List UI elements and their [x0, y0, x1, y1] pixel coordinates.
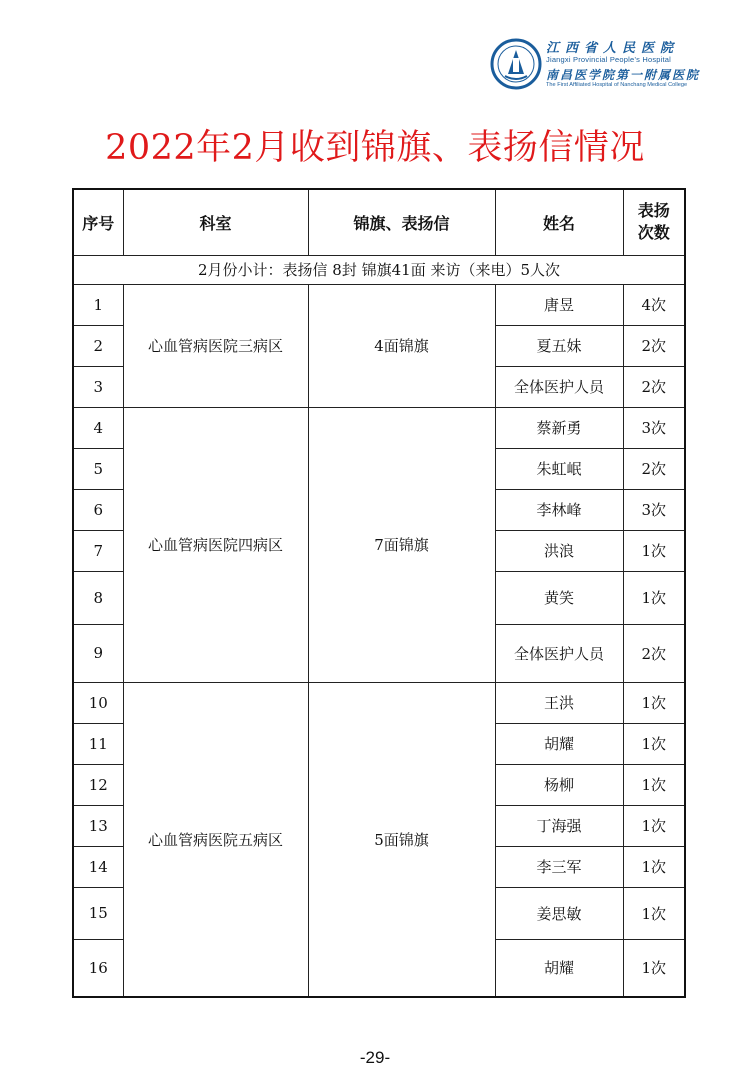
count-cell: 2次	[623, 624, 685, 682]
name-cell: 胡耀	[495, 939, 623, 997]
table-header-row	[73, 189, 685, 255]
row-index: 4	[73, 407, 123, 448]
count-cell: 2次	[623, 325, 685, 366]
row-index: 1	[73, 284, 123, 325]
row-index: 9	[73, 624, 123, 682]
header-count	[623, 189, 685, 255]
count-cell: 4次	[623, 284, 685, 325]
awards-table	[72, 188, 686, 998]
row-index: 3	[73, 366, 123, 407]
name-cell: 丁海强	[495, 805, 623, 846]
hospital-logo	[490, 36, 730, 94]
row-index: 16	[73, 939, 123, 997]
page-number: -29-	[359, 1048, 391, 1067]
name-cell: 全体医护人员	[495, 366, 623, 407]
logo-chinese-name: 江西省人民医院	[546, 41, 680, 56]
table-body	[73, 255, 685, 997]
name-cell: 李三军	[495, 846, 623, 887]
count-cell: 1次	[623, 682, 685, 723]
name-cell: 黄笑	[495, 571, 623, 624]
count-cell: 3次	[623, 407, 685, 448]
logo-english-name: Jiangxi Provincial People’s Hospital	[546, 55, 672, 64]
count-cell: 1次	[623, 887, 685, 939]
row-index: 14	[73, 846, 123, 887]
name-cell: 朱虹岷	[495, 448, 623, 489]
hospital-seal-icon	[490, 38, 542, 90]
name-cell: 王洪	[495, 682, 623, 723]
row-index: 10	[73, 682, 123, 723]
row-index: 8	[73, 571, 123, 624]
table-row	[73, 284, 685, 325]
row-index: 2	[73, 325, 123, 366]
row-index: 13	[73, 805, 123, 846]
count-cell: 2次	[623, 448, 685, 489]
count-cell: 3次	[623, 489, 685, 530]
count-cell: 1次	[623, 939, 685, 997]
award-cell: 4面锦旗	[308, 284, 495, 407]
name-cell: 唐昱	[495, 284, 623, 325]
logo-chinese-subname: 南昌医学院第一附属医院	[546, 68, 701, 82]
header-award: 锦旗、表扬信	[308, 189, 495, 255]
row-index: 7	[73, 530, 123, 571]
count-cell: 1次	[623, 846, 685, 887]
header-count-line1: 表扬	[637, 201, 670, 221]
row-index: 15	[73, 887, 123, 939]
row-index: 11	[73, 723, 123, 764]
name-cell: 姜思敏	[495, 887, 623, 939]
page-title: 2022年2月收到锦旗、表扬信情况	[105, 128, 645, 168]
name-cell: 洪浪	[495, 530, 623, 571]
award-cell: 7面锦旗	[308, 407, 495, 682]
count-cell: 1次	[623, 764, 685, 805]
department-cell: 心血管病医院四病区	[123, 407, 308, 682]
table-row	[73, 682, 685, 723]
department-cell: 心血管病医院五病区	[123, 682, 308, 997]
header-index: 序号	[73, 189, 123, 255]
name-cell: 夏五妹	[495, 325, 623, 366]
count-cell: 2次	[623, 366, 685, 407]
count-cell: 1次	[623, 530, 685, 571]
name-cell: 蔡新勇	[495, 407, 623, 448]
name-cell: 全体医护人员	[495, 624, 623, 682]
table-row	[73, 407, 685, 448]
row-index: 6	[73, 489, 123, 530]
name-cell: 杨柳	[495, 764, 623, 805]
award-cell: 5面锦旗	[308, 682, 495, 997]
count-cell: 1次	[623, 805, 685, 846]
subtotal-text: 2月份小计：表扬信 8封 锦旗41面 来访（来电）5人次	[73, 255, 685, 284]
subtotal-row	[73, 255, 685, 284]
count-cell: 1次	[623, 723, 685, 764]
name-cell: 胡耀	[495, 723, 623, 764]
count-cell: 1次	[623, 571, 685, 624]
header-department: 科室	[123, 189, 308, 255]
department-cell: 心血管病医院三病区	[123, 284, 308, 407]
row-index: 12	[73, 764, 123, 805]
logo-english-subname: The First Affiliated Hospital of Nanchang Medical College	[546, 82, 688, 88]
header-count-line2: 次数	[637, 223, 670, 243]
header-name: 姓名	[495, 189, 623, 255]
row-index: 5	[73, 448, 123, 489]
name-cell: 李林峰	[495, 489, 623, 530]
